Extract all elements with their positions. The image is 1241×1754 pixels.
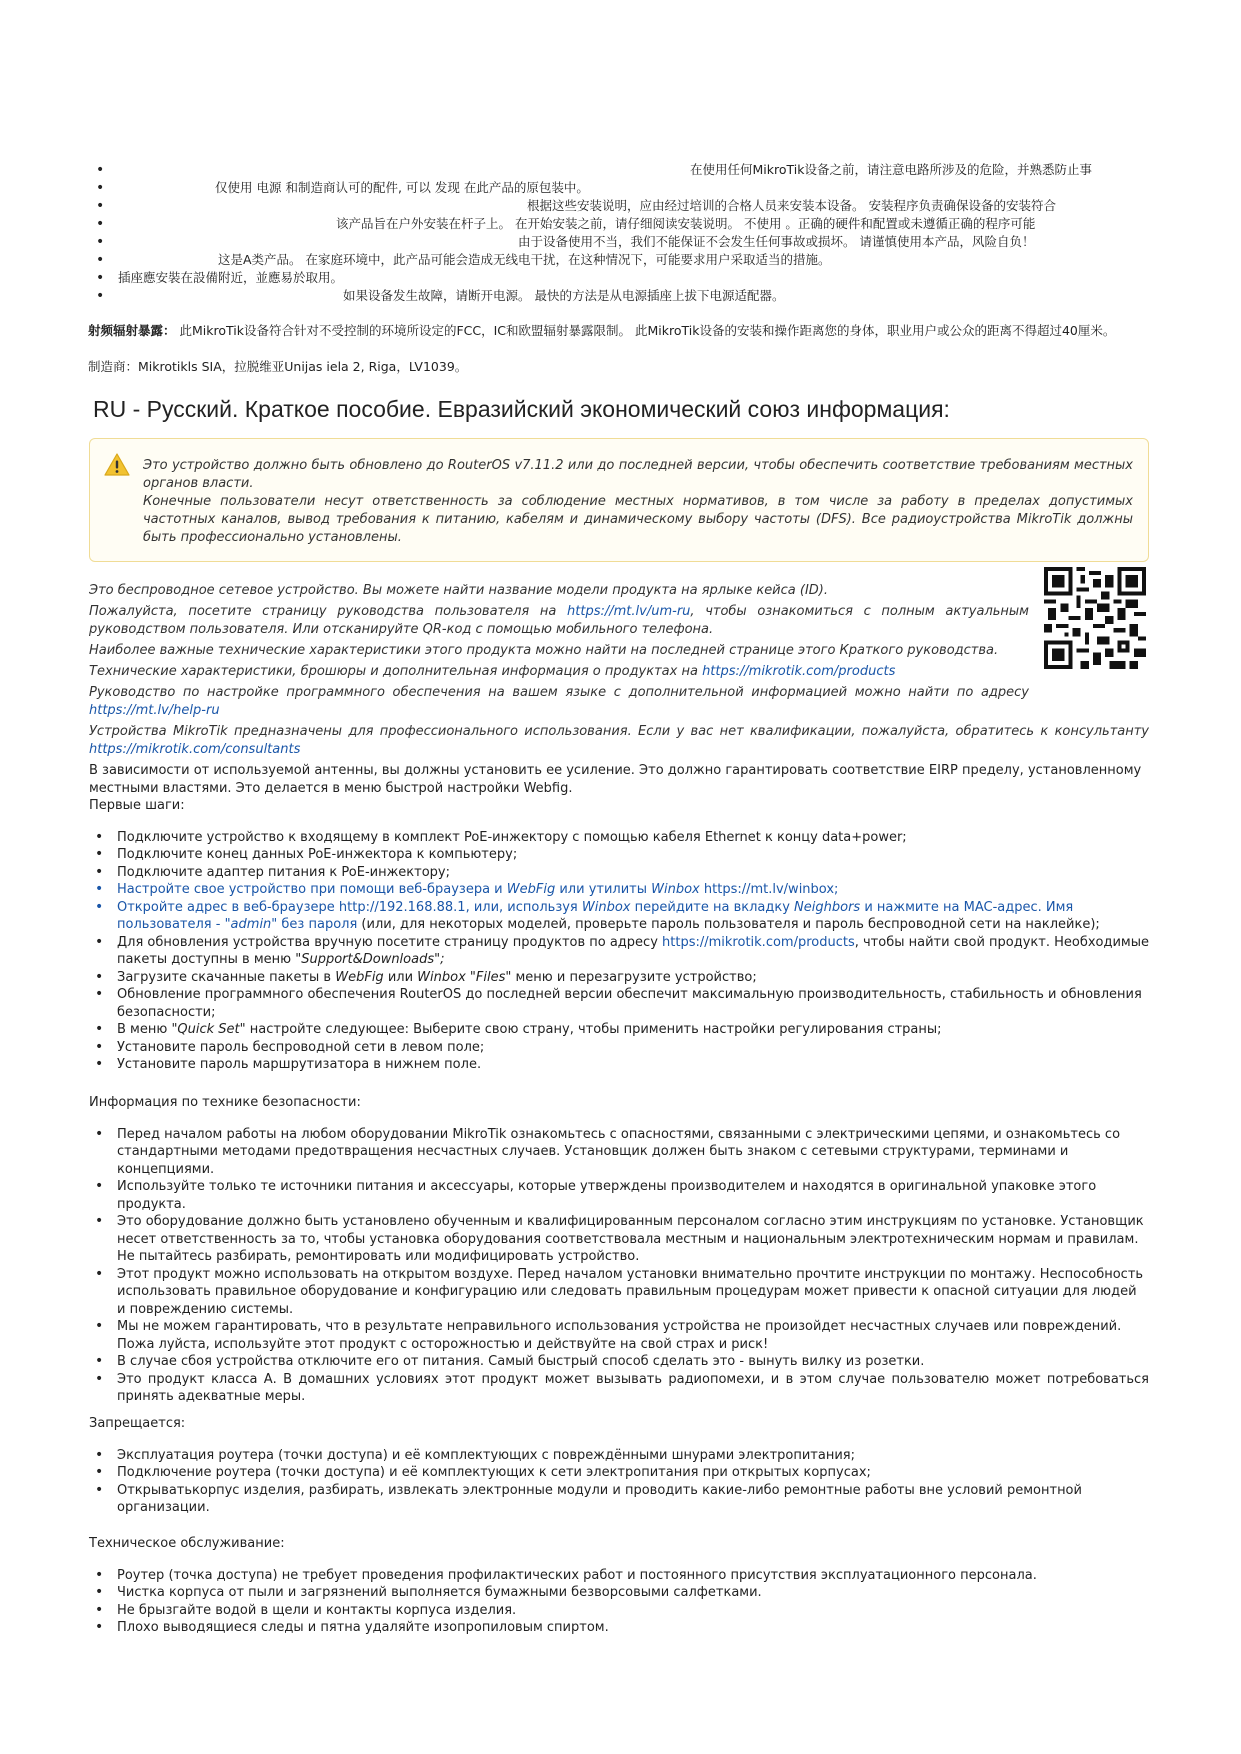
safety-section: [89, 1094, 1149, 1406]
list-item: • Подключение роутера (точки доступа) и её комплектующих к сети электропитания при открытых корпусах;: [89, 1464, 1149, 1482]
section-heading: Первые шаги:: [89, 798, 185, 813]
list-item: • Не брызгайте водой в щели и контакты корпуса изделия.: [89, 1602, 1149, 1620]
list-item: • Настройте свое устройство при помощи веб-браузера и WebFig или утилиты Winbox https://mt.lv/winbox;: [89, 881, 1149, 899]
intro-section: [89, 582, 1149, 798]
list-item: • Используйте только те источники питания и аксессуары, которые утверждены производителем и находятся в оригинальной упаковке этого продукта.: [89, 1178, 1149, 1213]
list-item: • Плохо выводящиеся следы и пятна удаляйте изопропиловым спиртом.: [89, 1619, 1149, 1637]
first-steps-section: [89, 797, 1149, 1074]
products-link[interactable]: https://mikrotik.com/products: [702, 664, 896, 679]
list-item: • 仅使用 电源 和制造商认可的配件, 可以 发现 在此产品的原包装中。: [96, 180, 589, 196]
section-heading: Запрещается:: [89, 1416, 186, 1431]
list-item: • Подключите адаптер питания к PoE-инжектору;: [89, 864, 1149, 882]
products-link[interactable]: https://mikrotik.com/products: [662, 934, 855, 950]
list-item: • Подключите устройство к входящему в комплект PoE-инжектору с помощью кабеля Ethernet к концу data+power;: [89, 829, 1149, 847]
list-item: • В случае сбоя устройства отключите его от питания. Самый быстрый способ сделать это - вынуть вилку из розетки.: [89, 1353, 1149, 1371]
zh-manufacturer: 制造商：Mikrotikls SIA，拉脱维亚Unijas iela 2, Riga，LV1039。: [88, 359, 468, 374]
warning-triangle-icon: [104, 453, 130, 477]
consultants-link[interactable]: https://mikrotik.com/consultants: [89, 742, 301, 757]
list-item: • Установите пароль маршрутизатора в нижнем поле.: [89, 1056, 1149, 1074]
section-heading: Информация по технике безопасности:: [89, 1095, 361, 1110]
warning-text-2: Конечные пользователи несут ответственность за соблюдение местных нормативов, в том числе за работу в пределах допустимых частотных каналов, вывод требования к питанию, кабелям и динамическому выбору частоты (DFS). Все радиоустройства MikroTik должны быть профессионально установлены.: [143, 494, 1133, 545]
list-item: • Этот продукт можно использовать на открытом воздухе. Перед началом установки внимательно прочтите инструкции по монтажу. Неспособность использовать правильное оборудование и конфигурацию или следовать правильным процедурам может привести к опасной ситуации для людей и повреждению системы.: [89, 1266, 1149, 1319]
list-item: • Установите пароль беспроводной сети в левом поле;: [89, 1039, 1149, 1057]
list-item: • 这是A类产品。 在家庭环境中，此产品可能会造成无线电干扰，在这种情况下，可能要求用户采取适当的措施。: [96, 252, 831, 268]
intro-paragraph: В зависимости от используемой антенны, вы должны установить ее усиление. Это должно гарантировать соответствие EIRP пределу, установленному местными властями. Это делается в меню быстрой настройки Webfig.: [89, 763, 1142, 796]
list-item: • 根据这些安装说明，应由经过培训的合格人员来安装本设备。 安装程序负责确保设备的安装符合: [96, 198, 1056, 214]
user-manual-link[interactable]: https://mt.lv/um-ru: [567, 604, 691, 619]
list-item: • Подключите конец данных PoE-инжектора к компьютеру;: [89, 846, 1149, 864]
list-item: • Эксплуатация роутера (точки доступа) и её комплектующих с повреждёнными шнурами электропитания;: [89, 1447, 1149, 1465]
list-item: • 该产品旨在户外安装在杆子上。 在开始安装之前，请仔细阅读安装说明。 不使用 。正确的硬件和配置或未遵循正确的程序可能: [96, 216, 1036, 232]
list-item: • Роутер (точка доступа) не требует проведения профилактических работ и постоянного присутствия эксплуатационного персонала.: [89, 1567, 1149, 1585]
prohibited-section: [89, 1415, 1149, 1517]
intro-paragraph: Наиболее важные технические характеристики этого продукта можно найти на последней странице этого Краткого руководства.: [89, 643, 999, 658]
list-item: • Загрузите скачанные пакеты в WebFig или Winbox "Files" меню и перезагрузите устройство;: [89, 969, 1149, 987]
warning-text-1: Это устройство должно быть обновлено до RouterOS v7.11.2 или до последней версии, чтобы обеспечить соответствие требованиям местных органов власти.: [143, 458, 1133, 491]
list-item: • В меню "Quick Set" настройте следующее: Выберите свою страну, чтобы применить настройки регулирования страны;: [89, 1021, 1149, 1039]
list-item: • 在使用任何MikroTik设备之前，请注意电路所涉及的危险，并熟悉防止事: [96, 162, 1092, 178]
intro-paragraph: Это беспроводное сетевое устройство. Вы можете найти название модели продукта на ярлыке кейса (ID).: [89, 583, 829, 598]
intro-paragraph: Технические характеристики, брошюры и дополнительная информация о продуктах на https://mikrotik.com/products: [89, 664, 896, 679]
list-item: • 如果设备发生故障，请断开电源。 最快的方法是从电源插座上拔下电源适配器。: [96, 288, 785, 304]
list-item: • Мы не можем гарантировать, что в результате неправильного использования устройства не произойдет несчастных случаев или повреждений. Пожа луйста, используйте этот продукт с осторожностью и действуйте на свой страх и риск!: [89, 1318, 1149, 1353]
zh-safety-list: [90, 161, 1150, 305]
intro-paragraph: Пожалуйста, посетите страницу руководства пользователя на https://mt.lv/um-ru, чтобы ознакомиться с полным актуальным руководством пользователя. Или отсканируйте QR-код с помощью мобильного телефона.: [89, 604, 1029, 637]
intro-paragraph: Руководство по настройке программного обеспечения на вашем языке с дополнительной информацией можно найти по адресу https://mt.lv/help-ru: [89, 685, 1029, 718]
warning-box: [89, 438, 1149, 562]
help-link[interactable]: https://mt.lv/help-ru: [89, 703, 220, 718]
page-title: RU - Русский. Краткое пособие. Евразийский экономический союз информация:: [93, 396, 950, 422]
maintenance-section: [89, 1535, 1149, 1637]
zh-rf-exposure: [88, 322, 1150, 339]
list-item: • Открыватькорпус изделия, разбирать, извлекать электронные модули и проводить какие-либо ремонтные работы вне условий ремонтной организации.: [89, 1482, 1149, 1517]
list-item: • Чистка корпуса от пыли и загрязнений выполняется бумажными безворсовыми салфетками.: [89, 1584, 1149, 1602]
list-item: • 由于设备使用不当，我们不能保证不会发生任何事故或损坏。 请谨慎使用本产品，风险自负！: [96, 234, 1035, 250]
list-item: • Обновление программного обеспечения RouterOS до последней версии обеспечит максимальную производительность, стабильность и обновления безопасности;: [89, 986, 1149, 1021]
intro-paragraph: Устройства MikroTik предназначены для профессионального использования. Если у вас нет квалификации, пожалуйста, обратитесь к консультанту https://mikrotik.com/consultants: [89, 724, 1149, 757]
rf-text: 此MikroTik设备符合针对不受控制的环境所设定的FCC，IC和欧盟辐射暴露限制。 此MikroTik设备的安装和操作距离您的身体，职业用户或公众的距离不得超过40厘米。: [179, 323, 1116, 338]
list-item: • Это продукт класса А. В домашних условиях этот продукт может вызывать радиопомехи, и в этом случае пользователю может потребоваться принять адекватные меры.: [89, 1371, 1149, 1406]
list-item: • Перед началом работы на любом оборудовании MikroTik ознакомьтесь с опасностями, связанными с электрическими цепями, и ознакомьтесь со стандартными методами предотвращения несчастных случаев. Установщик должен быть знаком с сетевыми структурами, терминами и концепциями.: [89, 1126, 1149, 1179]
list-item: • 插座應安裝在設備附近，並應易於取用。: [96, 270, 344, 286]
section-heading: Техническое обслуживание:: [89, 1536, 285, 1551]
list-item: • Это оборудование должно быть установлено обученным и квалифицированным персоналом согласно этим инструкциям по установке. Установщик несет ответственность за то, чтобы установка оборудования соответствовала местным и национальным электротехническим нормам и правилам. Не пытайтесь разбирать, ремонтировать или модифицировать устройство.: [89, 1213, 1149, 1266]
list-item: • Откройте адрес в веб-браузере http://192.168.88.1, или, используя Winbox перейдите на вкладку Neighbors и нажмите на MAC-адрес. Имя пользователя - "admin" без пароля (или, для некоторых моделей, проверьте пароль пользователя и пароль беспроводной сети на наклейке);: [89, 899, 1149, 934]
list-item: • Для обновления устройства вручную посетите страницу продуктов по адресу https://mikrotik.com/products, чтобы найти свой продукт. Необходимые пакеты доступны в меню "Support&Downloads";: [89, 934, 1149, 969]
rf-label: 射频辐射暴露：: [88, 323, 176, 338]
